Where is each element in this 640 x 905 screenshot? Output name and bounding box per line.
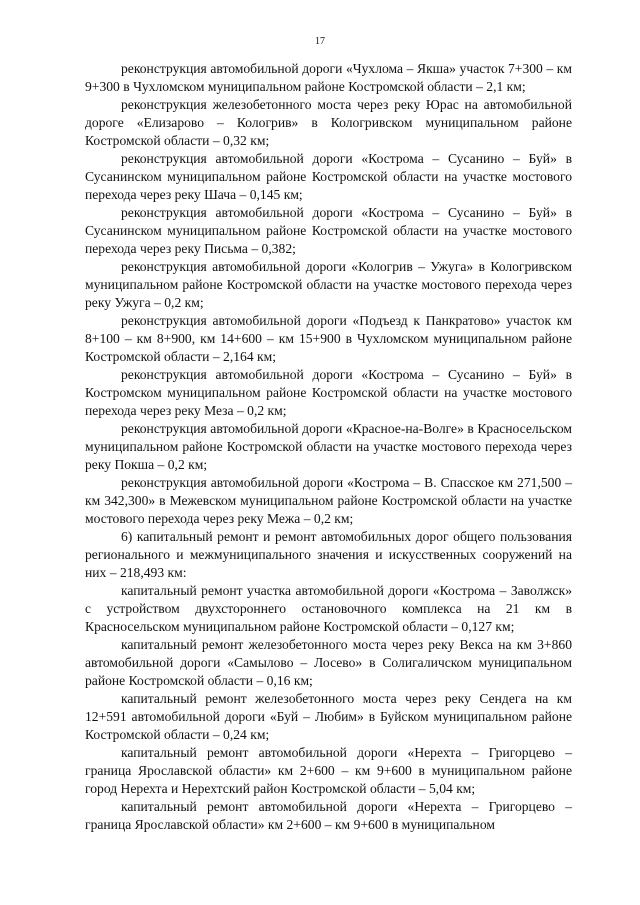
paragraph: капитальный ремонт участка автомобильной дороги «Кострома – Заволжск» с устройством двухстороннего остановочного комплекса на 21 км в Красносельском муниципальном районе Костромской области – 0,127 км; <box>85 583 572 634</box>
paragraph: реконструкция автомобильной дороги «Кострома – Сусанино – Буй» в Сусанинском муниципальном районе Костромской области на участке мостового перехода через реку Письма – 0,382; <box>85 205 572 256</box>
paragraph: реконструкция автомобильной дороги «Подъезд к Панкратово» участок км 8+100 – км 8+900, км 14+600 – км 15+900 в Чухломском муниципальном районе Костромской области – 2,164 км; <box>85 313 572 364</box>
paragraph: капитальный ремонт автомобильной дороги «Нерехта – Григорцево – граница Ярославской области» км 2+600 – км 9+600 в муниципальном районе город Нерехта и Нерехтский район Костромской области – 5,04 км; <box>85 745 572 796</box>
paragraph: реконструкция автомобильной дороги «Кострома – Сусанино – Буй» в Костромском муниципальном районе Костромской области на участке мостового перехода через реку Меза – 0,2 км; <box>85 367 572 418</box>
paragraph: реконструкция железобетонного моста через реку Юрас на автомобильной дороге «Елизарово – Кологрив» в Кологривском муниципальном районе Костромской области – 0,32 км; <box>85 97 572 148</box>
paragraph: 6) капитальный ремонт и ремонт автомобильных дорог общего пользования регионального и межмуниципального значения и искусственных сооружений на них – 218,493 км: <box>85 529 572 580</box>
paragraph: реконструкция автомобильной дороги «Кострома – Сусанино – Буй» в Сусанинском муниципальном районе Костромской области на участке мостового перехода через реку Шача – 0,145 км; <box>85 151 572 202</box>
page-number: 17 <box>315 36 325 47</box>
paragraph: капитальный ремонт автомобильной дороги «Нерехта – Григорцево – граница Ярославской области» км 2+600 – км 9+600 в муниципальном <box>85 799 572 832</box>
document-body <box>85 60 572 834</box>
paragraph: реконструкция автомобильной дороги «Чухлома – Якша» участок 7+300 – км 9+300 в Чухломском муниципальном районе Костромской области – 2,1 км; <box>85 61 572 94</box>
paragraph: реконструкция автомобильной дороги «Кологрив – Ужуга» в Кологривском муниципальном районе Костромской области на участке мостового перехода через реку Ужуга – 0,2 км; <box>85 259 572 310</box>
paragraph: реконструкция автомобильной дороги «Красное-на-Волге» в Красносельском муниципальном районе Костромской области на участке мостового перехода через реку Покша – 0,2 км; <box>85 421 572 472</box>
paragraph: капитальный ремонт железобетонного моста через реку Векса на км 3+860 автомобильной дороги «Самылово – Лосево» в Солигаличском муниципальном районе Костромской области – 0,16 км; <box>85 637 572 688</box>
paragraph: капитальный ремонт железобетонного моста через реку Сендега на км 12+591 автомобильной дороги «Буй – Любим» в Буйском муниципальном районе Костромской области – 0,24 км; <box>85 691 572 742</box>
paragraph: реконструкция автомобильной дороги «Кострома – В. Спасское км 271,500 – км 342,300» в Межевском муниципальном районе Костромской области на участке мостового перехода через реку Межа – 0,2 км; <box>85 475 572 526</box>
